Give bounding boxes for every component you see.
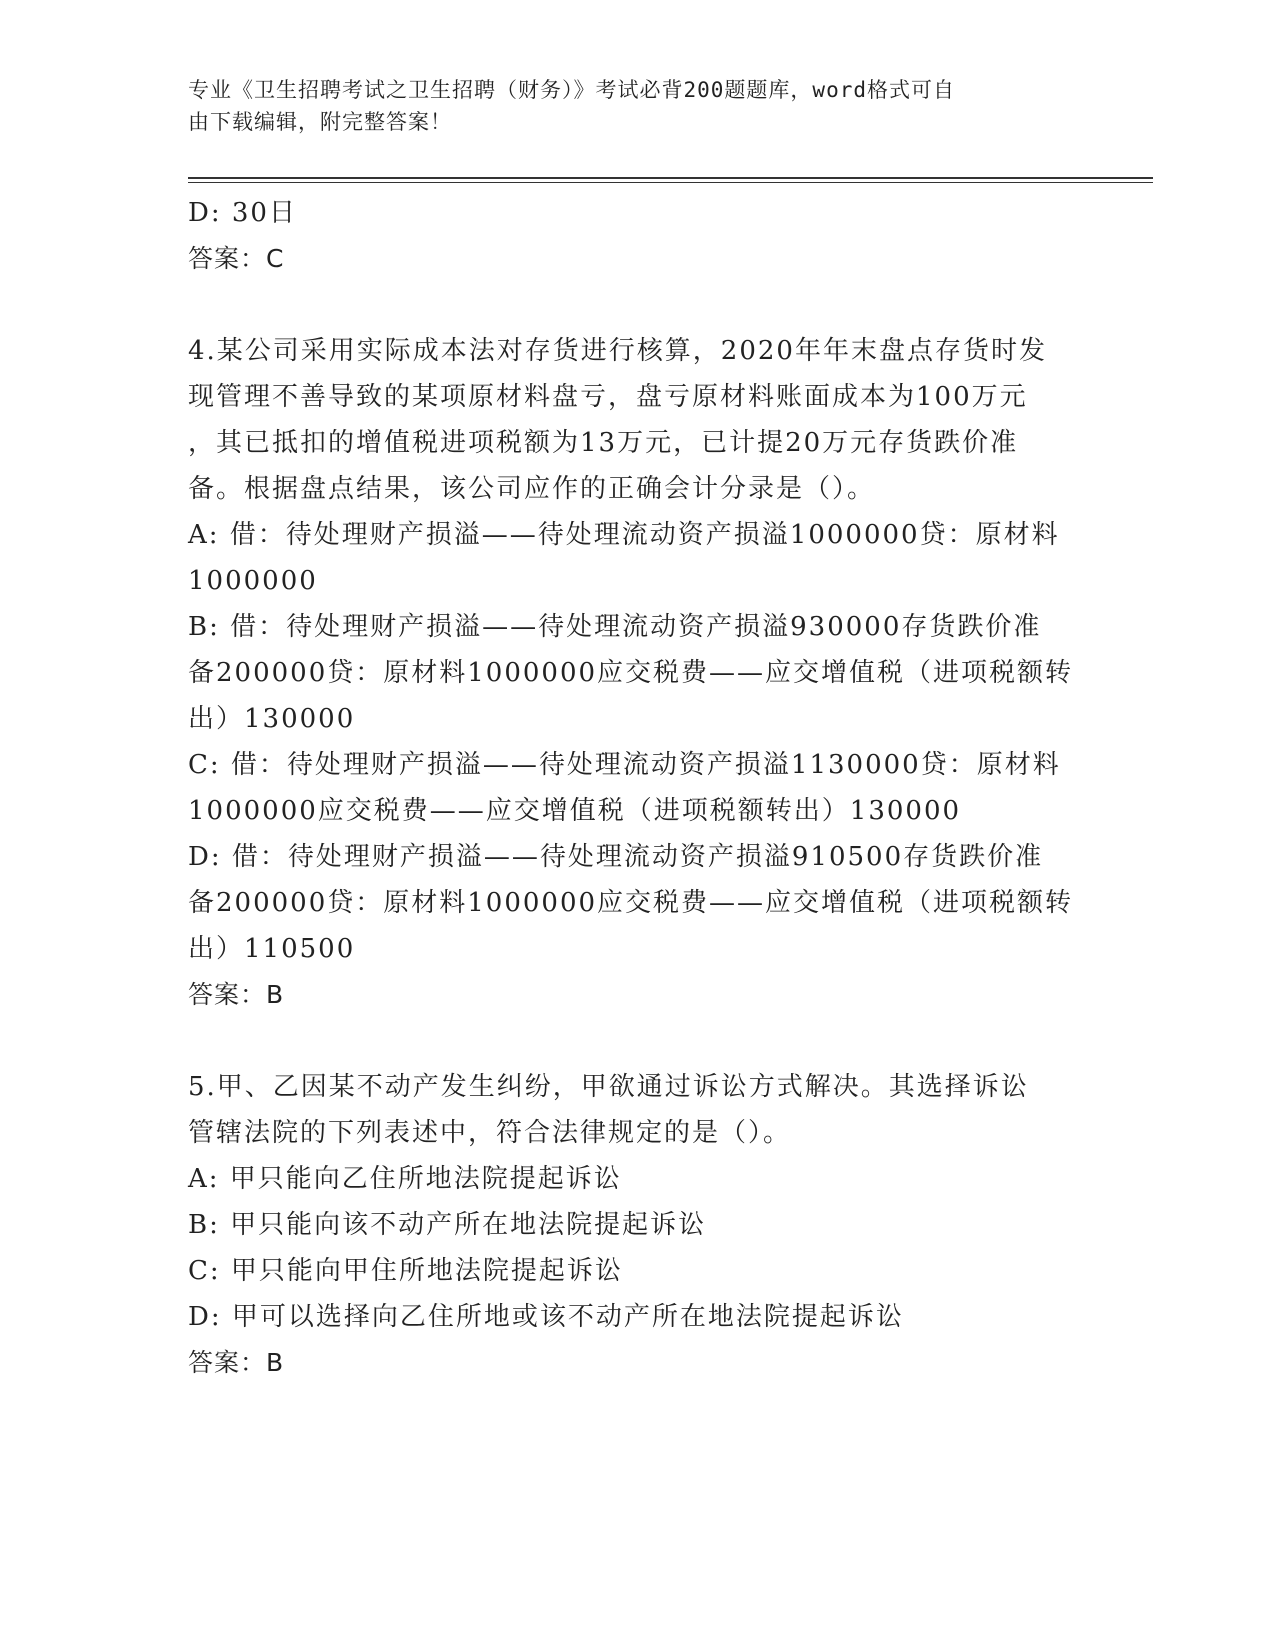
q4-stem-line: 备。根据盘点结果，该公司应作的正确会计分录是（）。: [188, 474, 876, 504]
q4-stem-line: ，其已抵扣的增值税进项税额为13万元，已计提20万元存货跌价准: [188, 428, 1019, 458]
question-4: [188, 328, 1088, 1018]
q5-answer: 答案：B: [188, 1348, 285, 1377]
q4-option-a: 1000000: [188, 566, 318, 596]
header-line-1: 专业《卫生招聘考试之卫生招聘（财务）》考试必背200题题库，word格式可自: [188, 78, 955, 102]
q5-option-d: D: 甲可以选择向乙住所地或该不动产所在地法院提起诉讼: [188, 1302, 904, 1332]
header-line-2: 由下载编辑，附完整答案！: [188, 110, 452, 134]
q5-option-c: C: 甲只能向甲住所地法院提起诉讼: [188, 1256, 623, 1286]
q3-answer: 答案：C: [188, 244, 285, 273]
q4-option-c: C: 借：待处理财产损溢——待处理流动资产损溢1130000贷：原材料: [188, 750, 1061, 780]
q5-stem-line: 5.甲、乙因某不动产发生纠纷，甲欲通过诉讼方式解决。其选择诉讼: [188, 1072, 1029, 1102]
q4-stem-line: 现管理不善导致的某项原材料盘亏，盘亏原材料账面成本为100万元: [188, 382, 1028, 412]
page-header: [188, 74, 1068, 138]
q4-option-a: A: 借：待处理财产损溢——待处理流动资产损溢1000000贷：原材料: [188, 520, 1060, 550]
header-divider-thick: [188, 177, 1153, 179]
header-divider-thin: [188, 182, 1153, 183]
q4-option-d: 备200000贷：原材料1000000应交税费——应交增值税（进项税额转: [188, 888, 1074, 918]
q4-option-d: 出）110500: [188, 934, 356, 964]
question-3-tail: [188, 190, 1088, 282]
q4-option-c: 1000000应交税费——应交增值税（进项税额转出）130000: [188, 796, 962, 826]
question-content: [188, 190, 1088, 1386]
q4-option-b: 备200000贷：原材料1000000应交税费——应交增值税（进项税额转: [188, 658, 1074, 688]
q4-answer: 答案：B: [188, 980, 285, 1009]
question-5: [188, 1064, 1088, 1386]
q3-option-d: D: 30日: [188, 198, 297, 228]
q5-stem-line: 管辖法院的下列表述中，符合法律规定的是（）。: [188, 1118, 792, 1148]
q5-option-b: B: 甲只能向该不动产所在地法院提起诉讼: [188, 1210, 707, 1240]
q4-option-b: 出）130000: [188, 704, 356, 734]
q4-option-b: B: 借：待处理财产损溢——待处理流动资产损溢930000存货跌价准: [188, 612, 1042, 642]
q4-stem-line: 4.某公司采用实际成本法对存货进行核算，2020年年末盘点存货时发: [188, 336, 1047, 366]
q5-option-a: A: 甲只能向乙住所地法院提起诉讼: [188, 1164, 622, 1194]
q4-option-d: D: 借：待处理财产损溢——待处理流动资产损溢910500存货跌价准: [188, 842, 1044, 872]
